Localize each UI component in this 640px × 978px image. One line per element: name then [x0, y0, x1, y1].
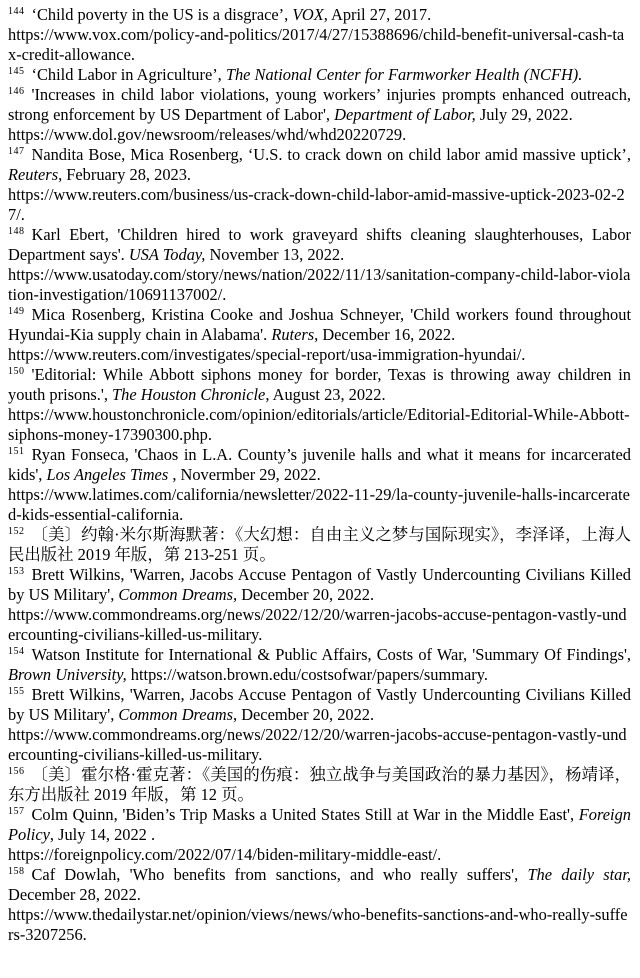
citation-text: 'Editorial: While Abbott siphons money for border, Texas is throwing away children in youth prisons.', [8, 365, 631, 404]
footnote-number: 149 [8, 305, 25, 317]
footnote-entry [8, 85, 631, 145]
citation-text: December 28, 2022. [8, 885, 141, 904]
citation-text: , April 27, 2017. [323, 5, 432, 24]
footnote-url: https://www.vox.com/policy-and-politics/2017/4/27/15388696/child-benefit-universal-cash-tax-credit-allowance. [8, 25, 625, 64]
publication-name: Brown University, [8, 665, 127, 684]
footnote-number: 153 [8, 565, 25, 577]
citation-text: July 29, 2022. [475, 105, 573, 124]
publication-name: Common Dreams, [118, 585, 238, 604]
publication-name: Common Dreams [118, 705, 233, 724]
footnote-text [8, 565, 631, 604]
footnote-number: 158 [8, 865, 25, 877]
citation-text: , February 28, 2023. [58, 165, 192, 184]
publication-name: The National Center for Farmworker Health (NCFH). [225, 65, 583, 84]
footnote-text [32, 5, 432, 24]
footnote-url: https://foreignpolicy.com/2022/07/14/biden-military-middle-east/. [8, 845, 442, 864]
citation-text: Watson Institute for International & Public Affairs, Costs of War, 'Summary Of Findings', [31, 645, 631, 664]
citation-text: , December 16, 2022. [314, 325, 456, 344]
citation-text: , July 14, 2022 . [49, 825, 156, 844]
footnote-text [8, 865, 631, 904]
footnote-url: https://www.commondreams.org/news/2022/12/20/warren-jacobs-accuse-pentagon-vastly-undercounting-civilians-killed-us-military. [8, 605, 627, 644]
footnote-entry [8, 445, 631, 525]
footnote-number: 151 [8, 445, 25, 457]
footnote-entry [8, 525, 631, 565]
citation-text: , December 20, 2022. [233, 705, 375, 724]
citation-text: , Novermber 29, 2022. [168, 465, 321, 484]
footnote-url: https://www.usatoday.com/story/news/nation/2022/11/13/sanitation-company-child-labor-violation-investigation/10691137002/. [8, 265, 631, 304]
footnote-number: 154 [8, 645, 25, 657]
publication-name: The Houston Chronicle [112, 385, 266, 404]
citation-text: December 20, 2022. [237, 585, 375, 604]
footnote-text [8, 645, 631, 684]
publication-name: The daily star, [527, 865, 631, 884]
footnote-number: 146 [8, 85, 25, 97]
footnote-entry [8, 305, 631, 365]
footnote-number: 150 [8, 365, 25, 377]
footnote-number: 152 [8, 525, 25, 537]
footnote-text [8, 225, 631, 264]
footnote-number: 156 [8, 765, 25, 777]
footnote-url: https://www.latimes.com/california/newsletter/2022-11-29/la-county-juvenile-halls-incarcerated-kids-essential-california. [8, 485, 630, 524]
footnote-number: 147 [8, 145, 25, 157]
citation-text: Caf Dowlah, 'Who benefits from sanctions, and who really suffers', [31, 865, 528, 884]
footnote-entry [8, 5, 631, 65]
publication-name: Department of Labor, [334, 105, 476, 124]
footnote-text [8, 145, 631, 184]
citation-text: 'Increases in child labor violations, young workers’ injuries prompts enhanced outreach, strong enforcement by US Department of Labor', [8, 85, 631, 124]
citation-text: Ryan Fonseca, 'Chaos in L.A. County’s juvenile halls and what it means for incarcerated kids', [8, 445, 631, 484]
footnote-url: https://www.houstonchronicle.com/opinion/editorials/article/Editorial-Editorial-While-Abbott-siphons-money-17390300.php. [8, 405, 630, 444]
footnote-list [8, 5, 631, 945]
footnote-text [32, 65, 583, 84]
footnote-text [8, 685, 631, 724]
footnote-text [8, 365, 631, 404]
footnote-entry [8, 565, 631, 645]
footnote-entry [8, 685, 631, 765]
footnote-text [8, 805, 631, 844]
publication-name: USA Today, [128, 245, 206, 264]
footnote-entry [8, 365, 631, 445]
citation-text: Brett Wilkins, 'Warren, Jacobs Accuse Pentagon of Vastly Undercounting Civilians Killed by US Military', [8, 565, 631, 604]
citation-text: 〔美〕霍尔格·霍克著：《美国的伤痕：独立战争与美国政治的暴力基因》，杨靖译，东方出版社 2019 年版，第 12 页。 [8, 765, 631, 804]
footnote-url: https://www.dol.gov/newsroom/releases/whd/whd20220729. [8, 125, 407, 144]
footnote-text [8, 445, 631, 484]
footnote-text [8, 305, 631, 344]
footnote-url: https://www.reuters.com/investigates/special-report/usa-immigration-hyundai/. [8, 345, 526, 364]
citation-text: Colm Quinn, 'Biden’s Trip Masks a United States Still at War in the Middle East', [31, 805, 579, 824]
publication-name: Reuters [8, 165, 59, 184]
citation-text: ‘Child poverty in the US is a disgrace’, [31, 5, 293, 24]
publication-name: VOX [292, 5, 324, 24]
footnote-entry [8, 765, 631, 805]
citation-text: Nandita Bose, Mica Rosenberg, ‘U.S. to crack down on child labor amid massive uptick’, [31, 145, 631, 164]
footnote-entry [8, 805, 631, 865]
footnote-entry [8, 865, 631, 945]
footnote-text [8, 525, 631, 564]
publication-name: Foreign Policy [8, 805, 631, 844]
footnote-number: 144 [8, 5, 25, 17]
citation-text: November 13, 2022. [205, 245, 345, 264]
footnote-text [8, 765, 631, 804]
footnote-number: 155 [8, 685, 25, 697]
footnote-number: 157 [8, 805, 25, 817]
footnote-number: 145 [8, 65, 25, 77]
citation-text: Mica Rosenberg, Kristina Cooke and Joshua Schneyer, 'Child workers found throughout Hyundai-Kia supply chain in Alabama'. [8, 305, 631, 344]
footnote-entry [8, 145, 631, 225]
publication-name: Los Angeles Times [46, 465, 169, 484]
citation-text: Brett Wilkins, 'Warren, Jacobs Accuse Pentagon of Vastly Undercounting Civilians Killed by US Military', [8, 685, 631, 724]
footnote-entry [8, 645, 631, 685]
footnote-url: https://www.thedailystar.net/opinion/views/news/who-benefits-sanctions-and-who-really-suffers-3207256. [8, 905, 628, 944]
footnote-url: https://www.commondreams.org/news/2022/12/20/warren-jacobs-accuse-pentagon-vastly-undercounting-civilians-killed-us-military. [8, 725, 627, 764]
citation-text: Karl Ebert, 'Children hired to work graveyard shifts cleaning slaughterhouses, Labor Department says'. [8, 225, 631, 264]
citation-text: 〔美〕约翰·米尔斯海默著：《大幻想：自由主义之梦与国际现实》，李泽译，上海人民出版社 2019 年版，第 213-251 页。 [8, 525, 631, 564]
citation-text: ‘Child Labor in Agriculture’, [31, 65, 226, 84]
citation-text: , August 23, 2022. [265, 385, 386, 404]
footnote-number: 148 [8, 225, 25, 237]
footnote-entry [8, 225, 631, 305]
citation-text: https://watson.brown.edu/costsofwar/papers/summary. [126, 665, 488, 684]
publication-name: Ruters [271, 325, 315, 344]
footnote-url: https://www.reuters.com/business/us-crack-down-child-labor-amid-massive-uptick-2023-02-27/. [8, 185, 625, 224]
footnote-entry [8, 65, 631, 85]
footnote-text [8, 85, 631, 124]
